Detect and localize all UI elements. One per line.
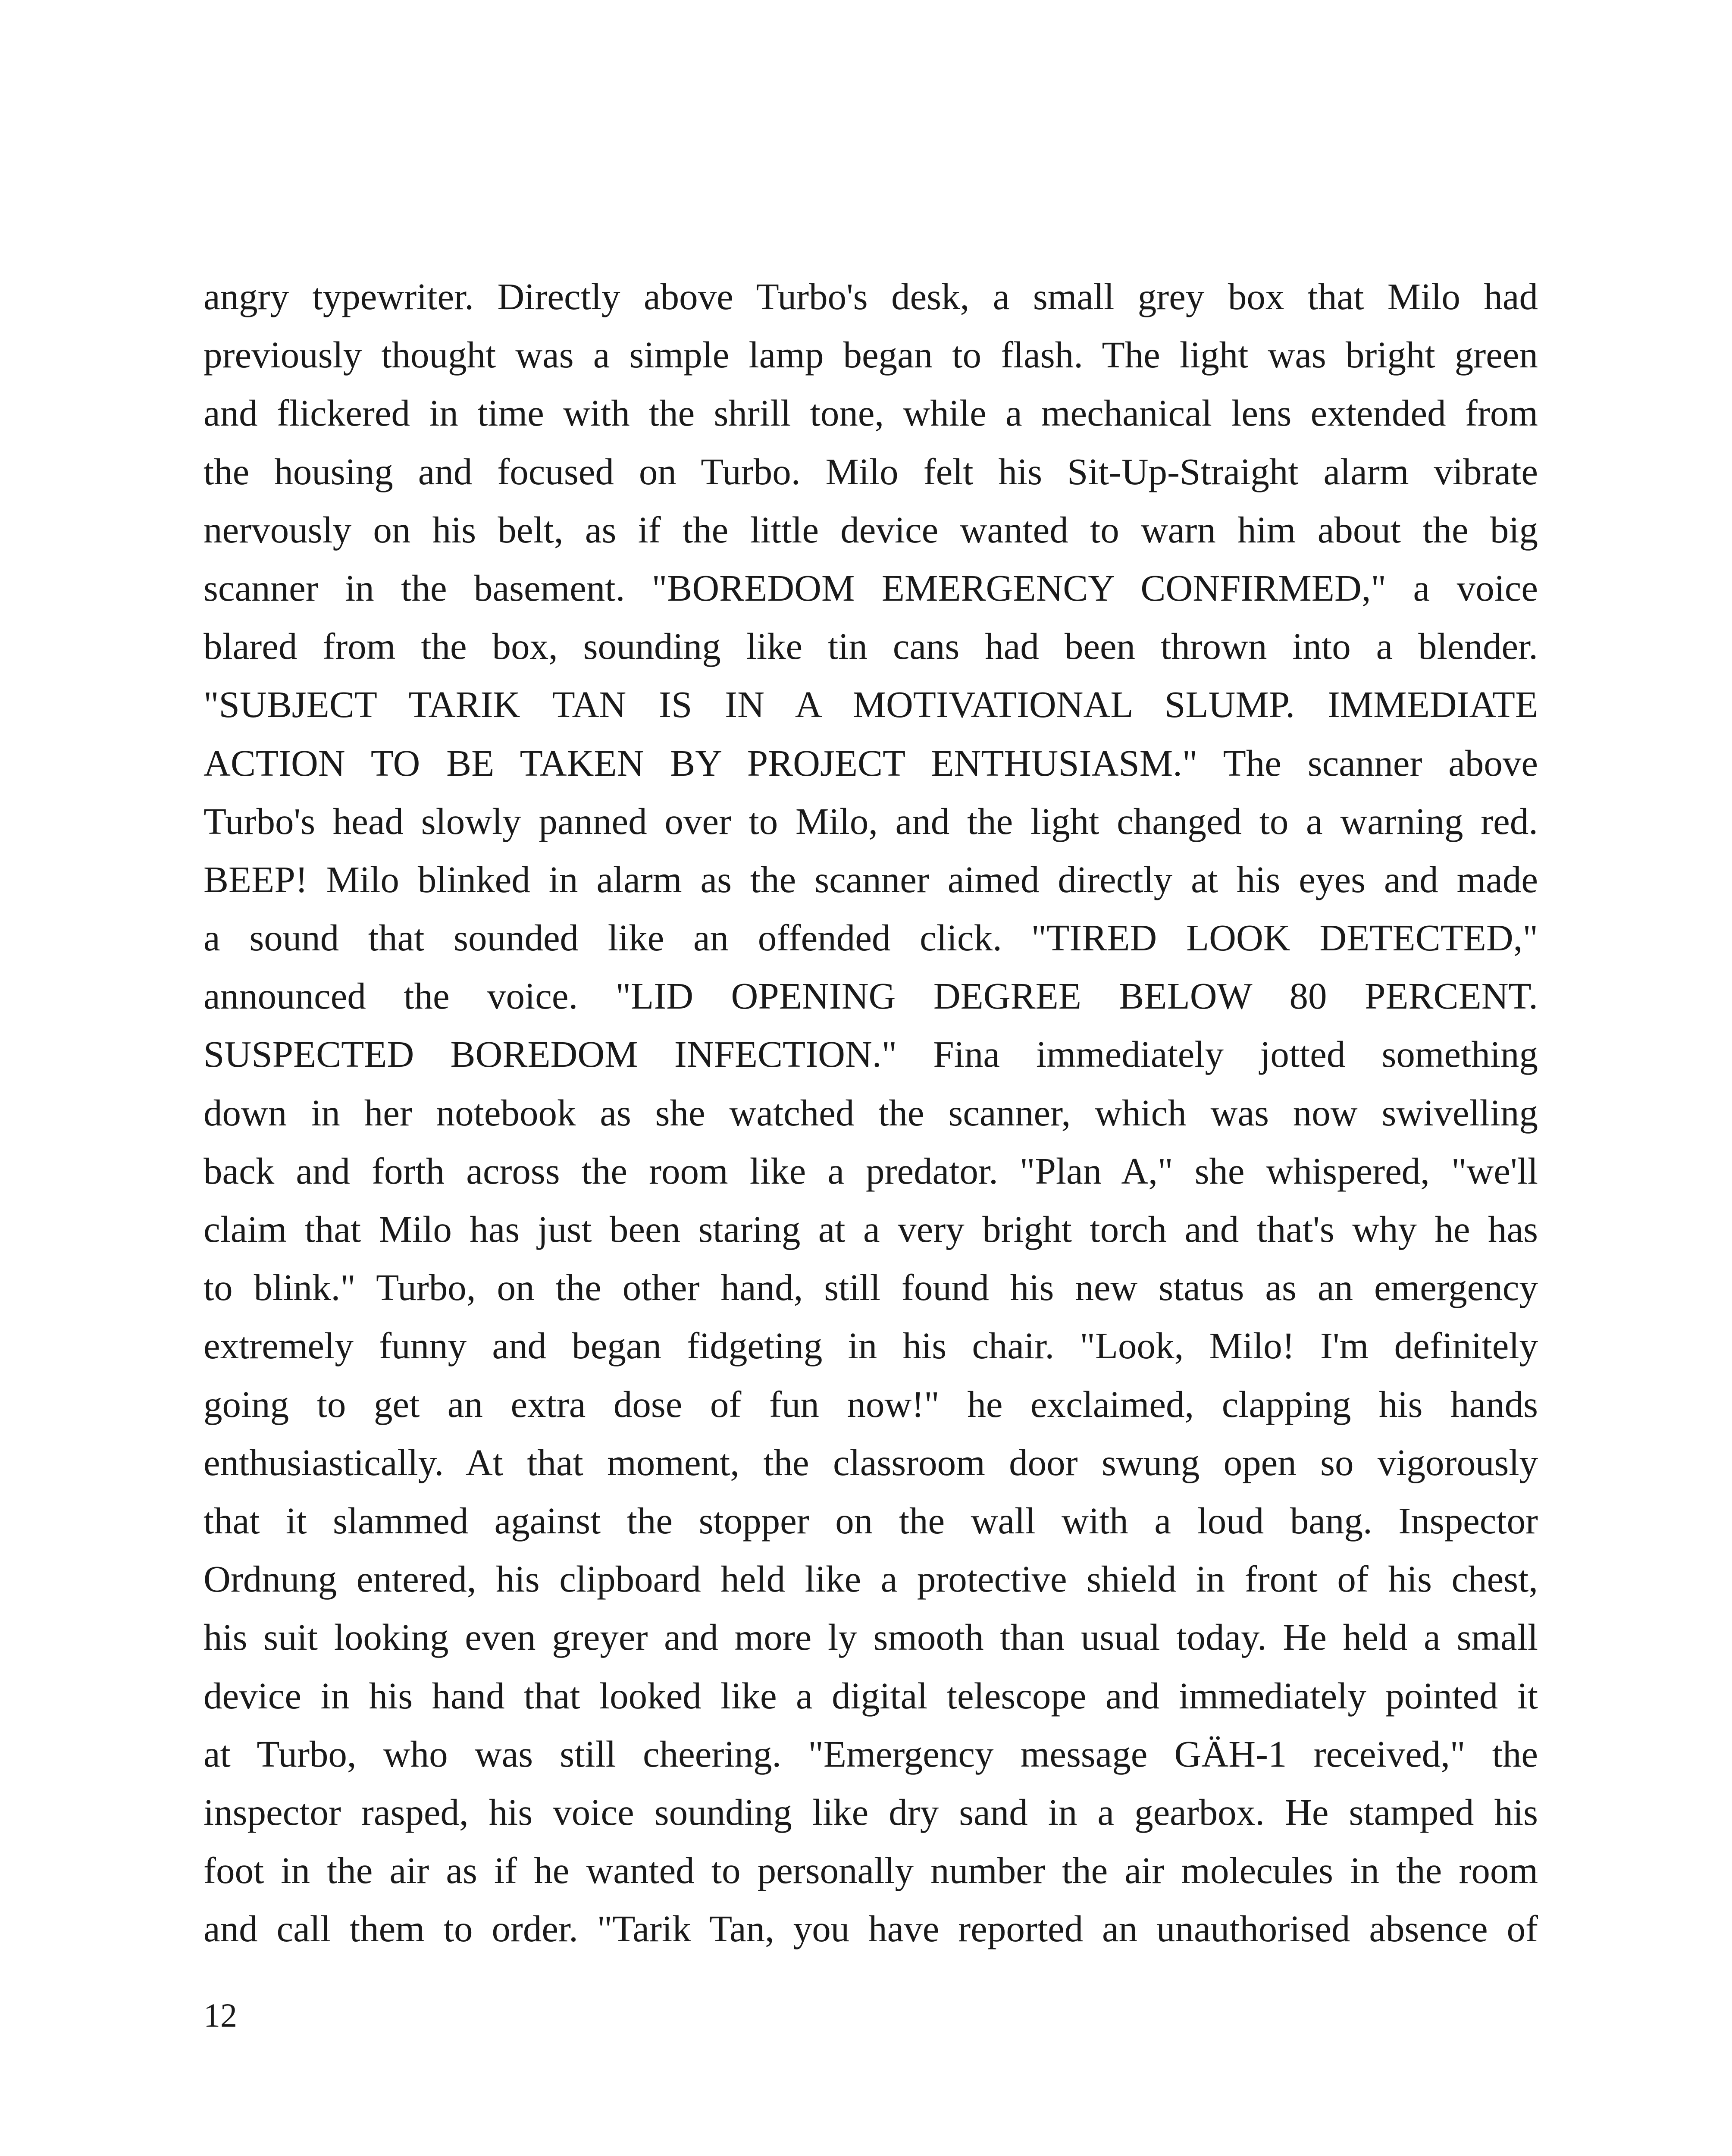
text-line: nervously on his belt, as if the little device wanted to warn him about the big: [204, 508, 1538, 551]
body-text: [204, 267, 1538, 1958]
text-line: that it slammed against the stopper on the wall with a loud bang. Inspector: [204, 1499, 1538, 1542]
text-line: to blink." Turbo, on the other hand, still found his new status as an emergency: [204, 1266, 1538, 1309]
text-line: down in her notebook as she watched the scanner, which was now swivelling: [204, 1091, 1538, 1134]
text-line: and flickered in time with the shrill tone, while a mechanical lens extended from: [204, 392, 1538, 434]
text-line: angry typewriter. Directly above Turbo's desk, a small grey box that Milo had: [204, 276, 1538, 317]
text-line: and call them to order. "Tarik Tan, you have reported an unauthorised absence of: [204, 1908, 1538, 1950]
text-line: SUSPECTED BOREDOM INFECTION." Fina immediately jotted something: [204, 1033, 1538, 1075]
text-line: previously thought was a simple lamp began to flash. The light was bright green: [204, 334, 1538, 376]
text-line: foot in the air as if he wanted to personally number the air molecules in the room: [204, 1849, 1538, 1892]
text-line: announced the voice. "LID OPENING DEGREE BELOW 80 PERCENT.: [204, 975, 1538, 1017]
text-line: ACTION TO BE TAKEN BY PROJECT ENTHUSIASM." The scanner above: [204, 742, 1538, 784]
text-line: a sound that sounded like an offended click. "TIRED LOOK DETECTED,": [204, 917, 1538, 959]
text-line: extremely funny and began fidgeting in his chair. "Look, Milo! I'm definitely: [204, 1325, 1538, 1367]
text-line: "SUBJECT TARIK TAN IS IN A MOTIVATIONAL SLUMP. IMMEDIATE: [204, 683, 1538, 726]
text-line: BEEP! Milo blinked in alarm as the scanner aimed directly at his eyes and made: [204, 858, 1538, 900]
text-line: his suit looking even greyer and more ly smooth than usual today. He held a small: [204, 1616, 1538, 1658]
text-line: the housing and focused on Turbo. Milo felt his Sit-Up-Straight alarm vibrate: [204, 450, 1538, 492]
text-line: enthusiastically. At that moment, the classroom door swung open so vigorously: [204, 1441, 1538, 1483]
text-line: back and forth across the room like a predator. "Plan A," she whispered, "we'll: [204, 1150, 1538, 1192]
text-line: at Turbo, who was still cheering. "Emergency message GÄH-1 received," the: [204, 1733, 1538, 1775]
text-line: Ordnung entered, his clipboard held like a protective shield in front of his chest,: [204, 1558, 1538, 1600]
text-line: scanner in the basement. "BOREDOM EMERGENCY CONFIRMED," a voice: [204, 567, 1538, 609]
text-line: blared from the box, sounding like tin cans had been thrown into a blender.: [204, 625, 1538, 667]
text-line: Turbo's head slowly panned over to Milo, and the light changed to a warning red.: [204, 800, 1538, 842]
text-line: claim that Milo has just been staring at a very bright torch and that's why he has: [204, 1208, 1538, 1250]
text-line: device in his hand that looked like a digital telescope and immediately pointed it: [204, 1674, 1538, 1717]
text-line: going to get an extra dose of fun now!" he exclaimed, clapping his hands: [204, 1383, 1538, 1425]
page-number: 12: [204, 1996, 237, 2034]
text-line: inspector rasped, his voice sounding like dry sand in a gearbox. He stamped his: [204, 1791, 1538, 1833]
